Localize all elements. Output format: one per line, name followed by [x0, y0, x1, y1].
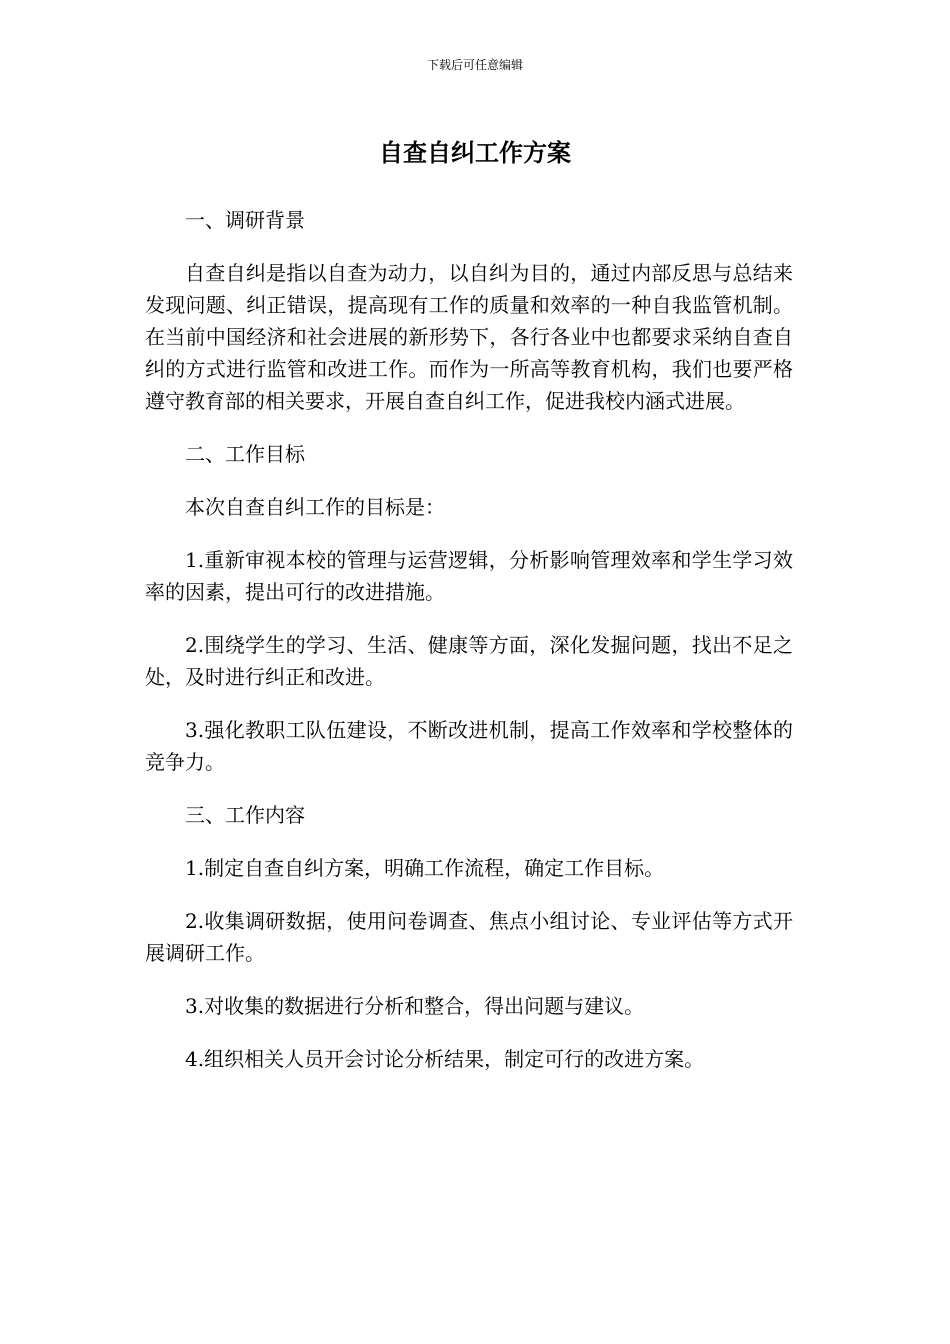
paragraph-goals-intro: 本次自查自纠工作的目标是： [185, 495, 445, 519]
goal-item-1: 1.重新审视本校的管理与运营逻辑，分析影响管理效率和学生学习效率的因素，提出可行的改进措施。 [145, 548, 793, 604]
content-item-2: 2.收集调研数据，使用问卷调查、焦点小组讨论、专业评估等方式开展调研工作。 [145, 909, 793, 965]
section-heading-goals: 二、工作目标 [185, 442, 305, 466]
document-body [145, 204, 793, 1096]
content-item-3: 3.对收集的数据进行分析和整合，得出问题与建议。 [185, 994, 645, 1018]
document-title: 自查自纠工作方案 [379, 139, 571, 167]
header-note: 下载后可任意编辑 [426, 58, 523, 72]
goal-item-3: 3.强化教职工队伍建设，不断改进机制，提高工作效率和学校整体的竞争力。 [145, 718, 793, 774]
content-item-4: 4.组织相关人员开会讨论分析结果，制定可行的改进方案。 [185, 1047, 705, 1071]
section-heading-background: 一、调研背景 [185, 208, 305, 232]
paragraph-background: 自查自纠是指以自查为动力，以自纠为目的，通过内部反思与总结来发现问题、纠正错误，提高现有工作的质量和效率的一种自我监管机制。在当前中国经济和社会进展的新形势下，各行各业中也都要求采纳自查自纠的方式进行监管和改进工作。而作为一所高等教育机构，我们也要严格遵守教育部的相关要求，开展自查自纠工作，促进我校内涵式进展。 [145, 261, 793, 413]
section-heading-content: 三、工作内容 [185, 803, 305, 827]
content-item-1: 1.制定自查自纠方案，明确工作流程，确定工作目标。 [185, 856, 665, 880]
goal-item-2: 2.围绕学生的学习、生活、健康等方面，深化发掘问题，找出不足之处，及时进行纠正和改进。 [145, 633, 793, 689]
